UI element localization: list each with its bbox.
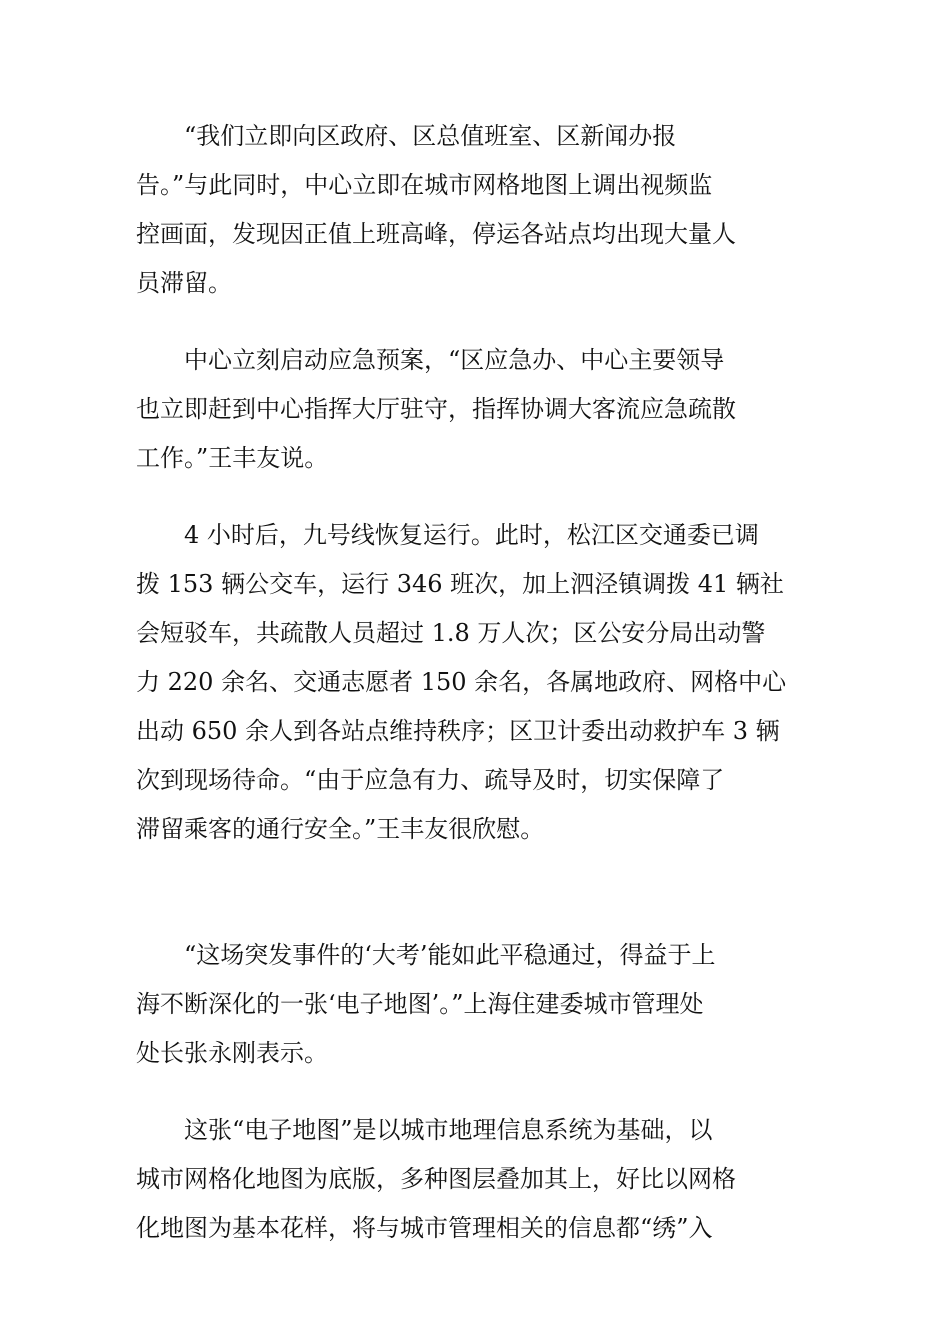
text-line: 也立即赶到中心指挥大厅驻守，指挥协调大客流应急疏散 <box>136 395 736 423</box>
text-line: 会短驳车，共疏散人员超过 1.8 万人次；区公安分局出动警 <box>136 619 766 647</box>
text-line: 中心立刻启动应急预案，“区应急办、中心主要领导 <box>184 346 725 374</box>
text-line: 这张“电子地图”是以城市地理信息系统为基础，以 <box>184 1116 713 1144</box>
paragraph-2 <box>136 336 796 483</box>
text-line: 次到现场待命。“由于应急有力、疏导及时，切实保障了 <box>136 766 725 794</box>
text-line: “我们立即向区政府、区总值班室、区新闻办报 <box>184 122 677 150</box>
paragraph-1 <box>136 112 796 308</box>
paragraph-4 <box>136 931 796 1078</box>
document-body <box>136 112 796 1281</box>
text-line: 海不断深化的一张‘电子地图’。”上海住建委城市管理处 <box>136 990 704 1018</box>
text-line: 告。”与此同时，中心立即在城市网格地图上调出视频监 <box>136 171 713 199</box>
text-line: 拨 153 辆公交车，运行 346 班次，加上泗泾镇调拨 41 辆社 <box>136 570 784 598</box>
text-line: 控画面，发现因正值上班高峰，停运各站点均出现大量人 <box>136 220 736 248</box>
paragraph-3 <box>136 511 796 903</box>
text-line: 4 小时后，九号线恢复运行。此时，松江区交通委已调 <box>184 521 759 549</box>
text-line: 城市网格化地图为底版，多种图层叠加其上，好比以网格 <box>136 1165 736 1193</box>
text-line: 出动 650 余人到各站点维持秩序；区卫计委出动救护车 3 辆 <box>136 717 780 745</box>
text-line: 员滞留。 <box>136 269 232 297</box>
paragraph-5 <box>136 1106 796 1253</box>
text-line: 化地图为基本花样，将与城市管理相关的信息都“绣”入 <box>136 1214 713 1242</box>
text-line: “这场突发事件的‘大考’能如此平稳通过，得益于上 <box>184 941 716 969</box>
text-line: 滞留乘客的通行安全。”王丰友很欣慰。 <box>136 815 545 843</box>
text-line: 工作。”王丰友说。 <box>136 444 329 472</box>
text-line: 力 220 余名、交通志愿者 150 余名，各属地政府、网格中心 <box>136 668 787 696</box>
text-line <box>136 854 796 903</box>
text-line: 处长张永刚表示。 <box>136 1039 328 1067</box>
